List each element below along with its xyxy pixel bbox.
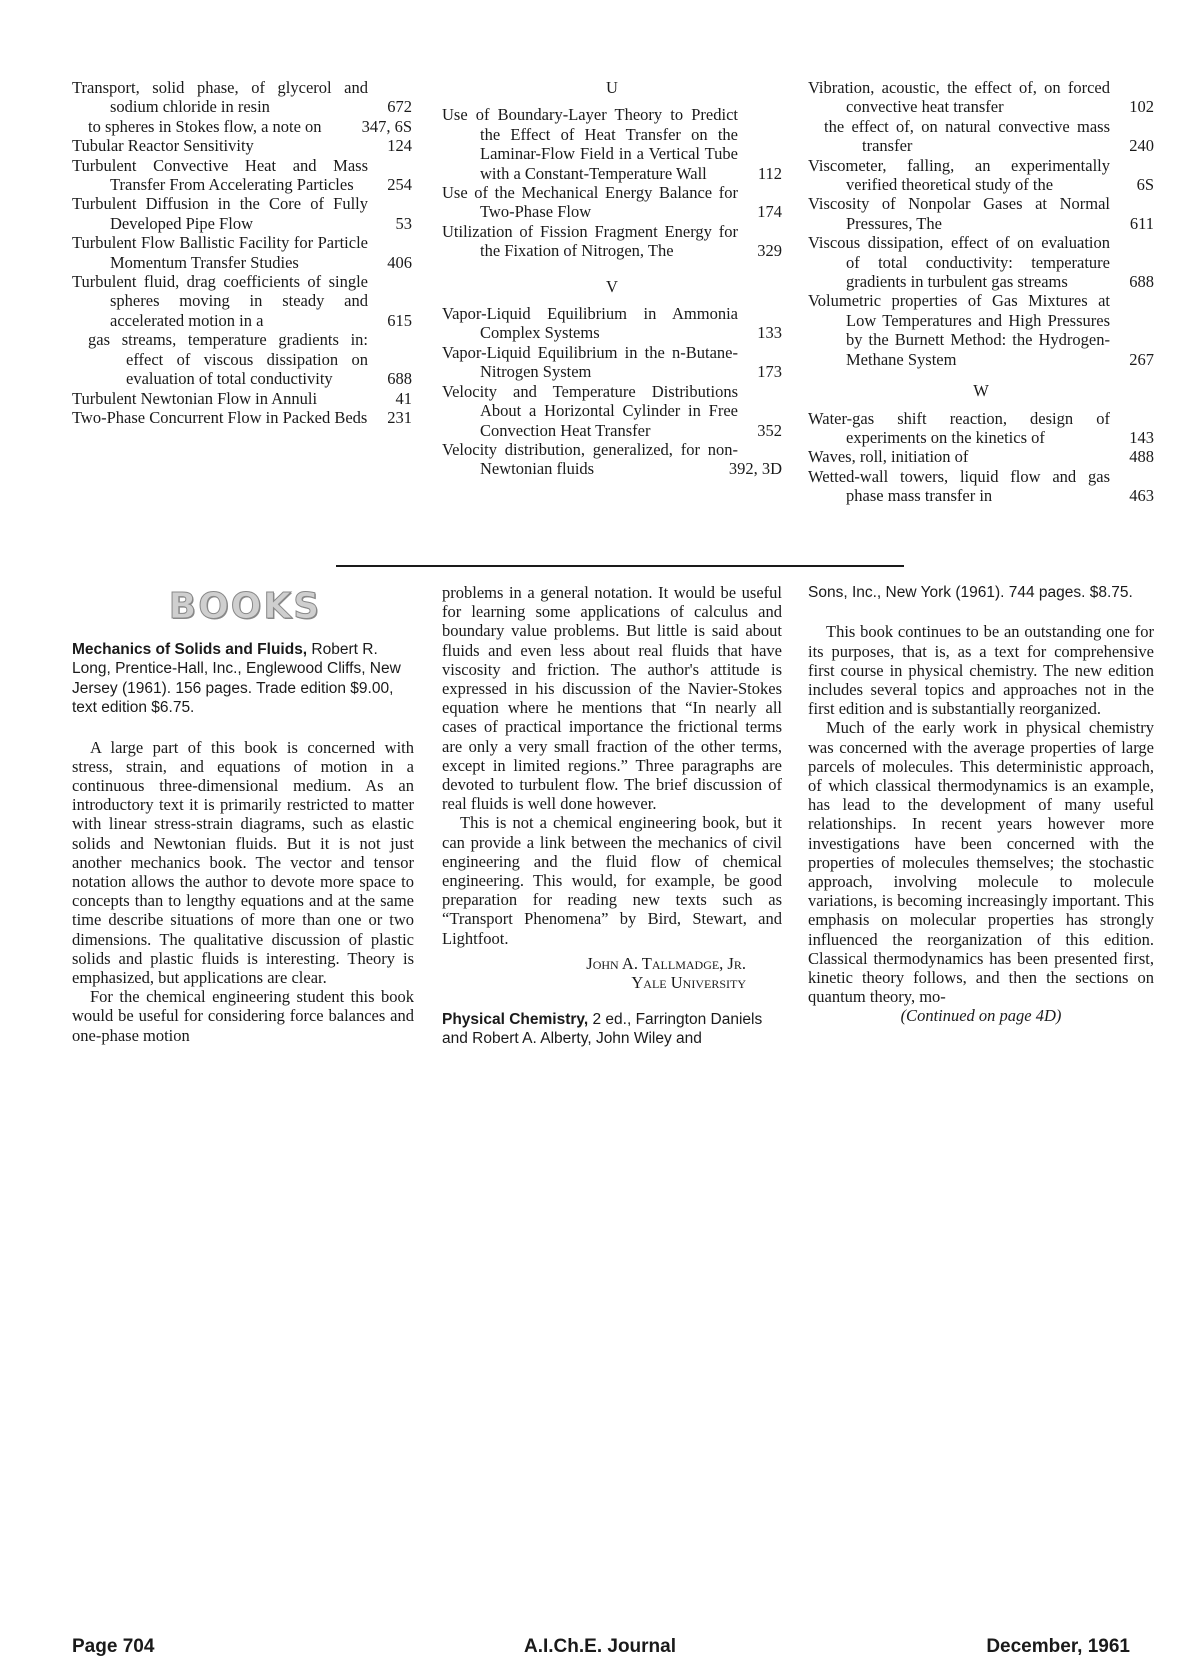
index-entry (442, 343, 782, 382)
index-entry-title: Utilization of Fission Fragment Energy for the Fixation of Nitrogen, The (442, 221, 738, 261)
index-entry-title: Water-gas shift reaction, design of experiments on the kinetics of (808, 408, 1110, 447)
index-column-2 (442, 78, 782, 479)
index-entry (808, 467, 1154, 506)
index-entry (72, 389, 412, 408)
index-entry-title: Volumetric properties of Gas Mixtures at Low Temperatures and High Pressures by the Burnett Method: the Hydrogen-Methane System (808, 291, 1110, 369)
index-entry (808, 233, 1154, 291)
index-entry-title: Vapor-Liquid Equilibrium in the n-Butane-Nitrogen System (442, 342, 738, 382)
index-entry-title: Turbulent Diffusion in the Core of Fully Developed Pipe Flow (72, 194, 368, 233)
index-entry-page: 688 (1129, 272, 1154, 292)
continued-note: (Continued on page 4D) (900, 1006, 1062, 1026)
index-entry-title: Wetted-wall towers, liquid flow and gas phase mass transfer in (808, 466, 1110, 506)
review-2-paragraph-2: Much of the early work in physical chemistry was concerned with the average properties of large parcels of molecules. This deterministic approach, of which classical thermodynamics is an example, has lead to the development of many useful relationships. In recent years however more investigations have been concerned with the properties of molecules themselves; the stochastic approach, involving molecule to molecule variations, is becoming increasingly important. This emphasis on molecular properties has strongly influenced the reorganization of this edition. Classical thermodynamics has been presented first, kinetic theory follows, and then the sections on quantum theory, mo- (808, 718, 1154, 1007)
index-entry (72, 233, 412, 272)
index-entry-title: Viscometer, falling, an experimentally verified theoretical study of the (808, 155, 1110, 195)
index-entry-title: to spheres in Stokes flow, a note on (88, 116, 322, 136)
index-entry (72, 78, 412, 117)
index-entry-page: 611 (1129, 213, 1154, 233)
index-entry-page: 329 (757, 241, 782, 261)
index-entry-title: Waves, roll, initiation of (808, 447, 969, 467)
books-column-2 (442, 583, 782, 1049)
index-entry (72, 117, 412, 136)
index-entry-title: Tubular Reactor Sensitivity (72, 136, 254, 156)
index-entry (442, 304, 782, 343)
review-2-title: Physical Chemistry, (442, 1010, 589, 1028)
index-entry-page: 102 (1129, 97, 1154, 117)
review-1-paragraph-2: For the chemical engineering student this book would be useful for considering force balances and one-phase motion (72, 987, 414, 1045)
review-1-title: Mechanics of Solids and Fluids, (72, 641, 308, 658)
index-entry-page: 133 (757, 323, 782, 343)
footer-page-number: Page 704 (72, 1636, 155, 1657)
index-entry-page: 240 (1129, 136, 1154, 156)
review-1-paragraph-2-continued: problems in a general notation. It would be useful for learning some applications of calculus and boundary value problems. But little is said about fluids and even less about real fluids that have viscosity and friction. The author's attitude is expressed in his discussion of the Navier-Stokes equation where he mentions that “In nearly all cases of practical importance the frictional terms are only a very small fraction of the other terms, except in limited regions.” Three paragraphs are devoted to turbulent flow. The brief discussion of real fluids is well done however. (442, 583, 782, 814)
index-entry (442, 382, 782, 440)
index-entry-page: 254 (387, 175, 412, 195)
index-entry (808, 291, 1154, 369)
index-entry-page: 173 (757, 362, 782, 382)
index-entry-title: Two-Phase Concurrent Flow in Packed Beds (72, 407, 368, 427)
review-2-citation-continued: Sons, Inc., New York (1961). 744 pages. $8.75. (808, 584, 1133, 601)
index-entry (442, 105, 782, 183)
index-entry-page: 488 (1129, 447, 1154, 467)
index-entry-title: Vibration, acoustic, the effect of, on forced convective heat transfer (808, 78, 1110, 117)
index-entry-page: 615 (387, 310, 412, 330)
index-column-3 (808, 78, 1154, 506)
index-column-1 (72, 78, 412, 427)
index-entry-title: Viscous dissipation, effect of on evaluation of total conductivity: temperature gradients in turbulent gas streams (808, 233, 1110, 292)
index-entry-page: 352 (757, 420, 782, 440)
index-entry-title: Transport, solid phase, of glycerol and sodium chloride in resin (72, 78, 368, 117)
index-entry-page: 672 (387, 97, 412, 117)
index-entry-page: 231 (387, 407, 412, 427)
index-entry-title: the effect of, on natural convective mass transfer (824, 116, 1110, 156)
index-entry-title: Viscosity of Nonpolar Gases at Normal Pressures, The (808, 194, 1110, 233)
index-entry (808, 194, 1154, 233)
index-entry-page: 6S (1136, 175, 1154, 195)
index-entry (442, 183, 782, 222)
index-entry-title: Turbulent Newtonian Flow in Annuli (72, 388, 318, 408)
index-entry (72, 408, 412, 427)
books-heading: BOOKS (168, 586, 322, 627)
reviewer-affiliation: Yale University (631, 972, 746, 992)
index-entry (72, 194, 412, 233)
index-entry-title: Velocity and Temperature Distributions About a Horizontal Cylinder in Free Convection Heat Transfer (442, 381, 738, 440)
review-2-paragraph-1: This book continues to be an outstanding one for its purposes, that is, as a text for comprehensive first course in physical chemistry. The new edition includes several topics and approaches not in the first edition and is substantially reorganized. (808, 622, 1154, 719)
index-entry-title: gas streams, temperature gradients in: effect of viscous dissipation on evaluation of total conductivity (88, 330, 368, 389)
index-entry (808, 447, 1154, 466)
index-entry-page: 463 (1129, 486, 1154, 506)
index-letter-w: W (973, 381, 989, 401)
index-entry-page: 688 (387, 369, 412, 389)
index-entry-title: Turbulent fluid, drag coefficients of single spheres moving in steady and accelerated motion in a (72, 272, 368, 330)
books-column-1 (72, 640, 414, 1045)
review-1-signature (442, 954, 782, 992)
index-entry-title: Velocity distribution, generalized, for non-Newtonian fluids (442, 439, 738, 479)
index-entry-page: 53 (395, 213, 412, 233)
index-entry (72, 272, 412, 330)
books-column-3 (808, 583, 1154, 1026)
index-entry (442, 440, 782, 479)
footer-journal: A.I.Ch.E. Journal (523, 1636, 677, 1657)
index-entry (808, 117, 1154, 156)
index-entry (808, 156, 1154, 195)
index-entry-page: 347, 6S (361, 116, 412, 136)
index-entry-title: Vapor-Liquid Equilibrium in Ammonia Complex Systems (442, 304, 738, 343)
index-entry (442, 222, 782, 261)
index-entry-page: 41 (395, 388, 412, 408)
index-entry-title: Use of Boundary-Layer Theory to Predict the Effect of Heat Transfer on the Laminar-Flow Field in a Vertical Tube with a Constant-Temperature Wall (442, 105, 738, 183)
index-entry-page: 124 (387, 136, 412, 156)
section-divider (336, 565, 904, 567)
index-entry-page: 112 (757, 163, 782, 183)
index-letter-v: V (606, 276, 618, 296)
review-1-citation: Mechanics of Solids and Fluids, Robert R. Long, Prentice-Hall, Inc., Englewood Cliffs, New Jersey (1961). 156 pages. Trade edition $9.00, text edition $6.75. (72, 641, 401, 717)
index-entry-page: 392, 3D (728, 459, 782, 479)
index-entry (72, 156, 412, 195)
index-entry (72, 330, 412, 388)
reviewer-name: John A. Tallmadge, Jr. (586, 953, 746, 973)
index-entry-title: Turbulent Convective Heat and Mass Transfer From Accelerating Particles (72, 155, 368, 195)
index-letter-u: U (606, 78, 618, 97)
index-entry-page: 174 (757, 202, 782, 222)
review-1-paragraph-1: A large part of this book is concerned with stress, strain, and equations of motion in a continuous three-dimensional medium. As an introductory text it is primarily restricted to matter with linear stress-strain diagrams, such as elastic solids and Newtonian fluids. But it is not just another mechanics book. The vector and tensor notation allows the author to devote more space to concepts than to lengthy equations and at the same time describe situations of more than one or two dimensions. The qualitative discussion of plastic solids and plastic fluids is interesting. Theory is emphasized, but applications are clear. (72, 737, 414, 988)
index-entry (808, 78, 1154, 117)
index-entry-title: Turbulent Flow Ballistic Facility for Particle Momentum Transfer Studies (72, 233, 368, 272)
index-entry (808, 409, 1154, 448)
review-1-paragraph-3: This is not a chemical engineering book, but it can provide a link between the mechanics of civil engineering and the fluid flow of chemical engineering. This would, for example, be good preparation for reading new texts such as “Transport Phenomena” by Bird, Stewart, and Lightfoot. (442, 813, 782, 948)
index-entry-page: 406 (387, 252, 412, 272)
index-entry-page: 143 (1129, 427, 1154, 447)
index-entry-title: Use of the Mechanical Energy Balance for Two-Phase Flow (442, 183, 738, 222)
index-entry (72, 136, 412, 155)
review-2-citation: Physical Chemistry, 2 ed., Farrington Daniels and Robert A. Alberty, John Wiley and (442, 1010, 763, 1048)
index-entry-page: 267 (1129, 349, 1154, 369)
footer-date: December, 1961 (986, 1636, 1130, 1657)
